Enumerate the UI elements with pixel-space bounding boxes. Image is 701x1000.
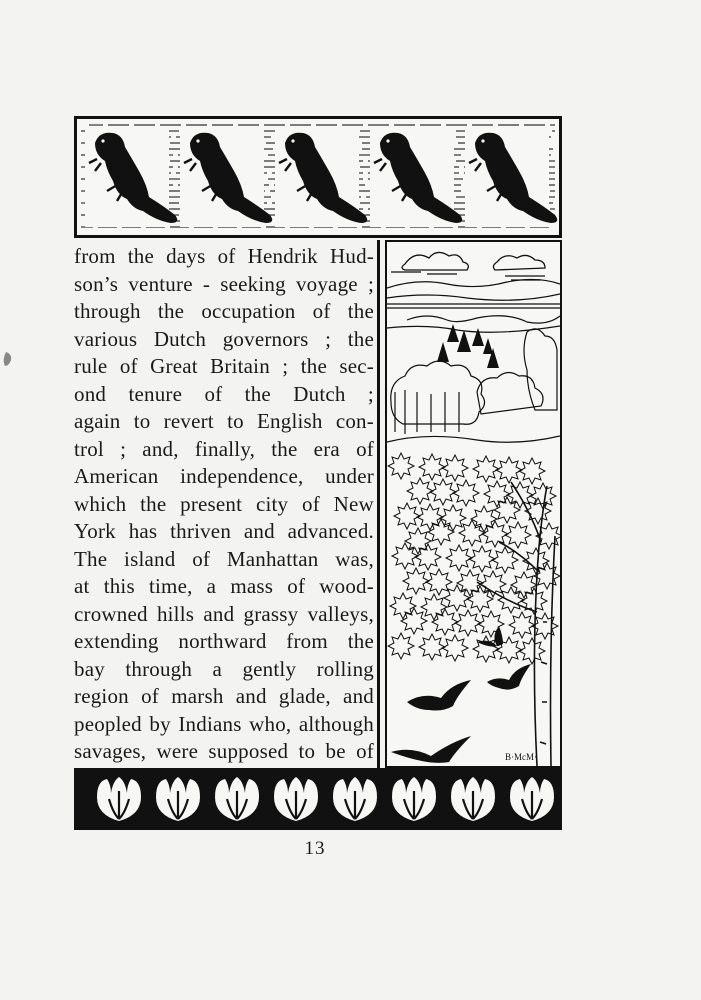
text-line: trol ; and, finally, the era of	[74, 436, 374, 461]
text-line: crowned hills and grassy valleys,	[74, 601, 374, 626]
text-line: region of marsh and glade, and	[74, 684, 374, 708]
maple-leaf	[430, 479, 456, 505]
maple-leaf	[519, 458, 545, 484]
beaver-border	[74, 116, 562, 238]
maple-leaf	[442, 455, 468, 481]
forest	[437, 324, 499, 368]
maple-leaf	[494, 497, 520, 523]
maple-leaf	[388, 453, 414, 479]
maple-leaf	[407, 478, 433, 504]
body-text	[74, 243, 374, 793]
maple-leaf	[459, 520, 485, 546]
maple-leaf	[492, 547, 518, 573]
distant-hills	[387, 279, 560, 332]
text-line: son’s venture - seeking voyage ;	[74, 271, 374, 296]
tulip-icon	[510, 777, 554, 821]
margin-speck	[2, 350, 14, 368]
tulip-icon	[451, 777, 495, 821]
maple-leaf	[390, 593, 416, 619]
maple-leaf	[453, 480, 479, 506]
maple-leaf	[496, 457, 522, 483]
maple-leaf	[446, 545, 472, 571]
maple-leaf	[498, 587, 524, 613]
maple-leaf	[484, 481, 510, 507]
text-line: again to revert to English con-	[74, 409, 374, 433]
maple-leaf	[455, 610, 481, 636]
text-line: ond tenure of the Dutch ;	[74, 381, 374, 406]
tulip-icon	[215, 777, 259, 821]
tulip-border-art	[77, 771, 559, 827]
maple-leaf	[480, 571, 506, 597]
maple-leaf	[442, 635, 468, 661]
maple-leaf	[428, 519, 454, 545]
beaver-icon	[465, 127, 557, 227]
text-line: extending northward from the	[74, 629, 374, 653]
maple-leaf	[415, 544, 441, 570]
maple-leaf	[519, 638, 545, 664]
maple-leaf	[509, 612, 535, 638]
maple-leaf	[530, 483, 556, 509]
maple-leaf	[505, 522, 531, 548]
text-line: at this time, a mass of wood-	[74, 574, 374, 598]
text-line: The island of Manhattan was,	[74, 546, 374, 571]
maple-leaf	[419, 634, 445, 660]
maple-leaf	[534, 563, 560, 589]
maple-leaf	[440, 505, 466, 531]
tulip-icon	[156, 777, 200, 821]
text-line: bay through a gently rolling	[74, 656, 374, 681]
maple-leaf	[469, 546, 495, 572]
tree-trunk	[477, 482, 555, 766]
text-line: peopled by Indians who, although	[74, 711, 374, 736]
maple-leaf	[392, 543, 418, 569]
beaver-icon	[180, 127, 272, 227]
text-line: various Dutch governors ; the	[74, 326, 374, 351]
maple-leaf	[444, 585, 470, 611]
maple-leaf	[482, 521, 508, 547]
tulip-icon	[97, 777, 141, 821]
maple-leaf	[426, 569, 452, 595]
maple-leaf	[521, 588, 547, 614]
text-line: rule of Great Britain ; the sec-	[74, 354, 374, 378]
text-line: which the present city of New	[74, 491, 374, 516]
landscape-art	[387, 242, 560, 766]
text-line: savages, were supposed to be of	[74, 739, 374, 763]
artist-signature: B·McM·	[505, 752, 537, 762]
maple-leaf	[419, 454, 445, 480]
maple-leaf	[532, 613, 558, 639]
tulip-icon	[392, 777, 436, 821]
text-line: through the occupation of the	[74, 299, 374, 323]
maple-leaf	[417, 504, 443, 530]
maple-leaf	[432, 609, 458, 635]
text-line: American independence, under	[74, 464, 374, 488]
maple-leaf	[394, 503, 420, 529]
page-number: 13	[304, 838, 326, 859]
tulip-icon	[274, 777, 318, 821]
landscape-illustration	[385, 240, 562, 768]
tulip-border	[74, 768, 562, 830]
maple-leaf	[401, 608, 427, 634]
column-divider	[377, 240, 380, 770]
maple-leaf	[467, 586, 493, 612]
beaver-icon	[275, 127, 367, 227]
maple-leaf	[388, 633, 414, 659]
maple-leaf	[473, 456, 499, 482]
text-line: York has thriven and advanced.	[74, 519, 374, 543]
maple-leaf	[403, 568, 429, 594]
beaver-icon	[370, 127, 462, 227]
beaver-icon	[85, 127, 177, 227]
clouds	[391, 252, 545, 280]
text-line: from the days of Hendrik Hud-	[74, 244, 374, 268]
maple-leaf	[525, 498, 551, 524]
tulip-icon	[333, 777, 377, 821]
beaver-border-art	[77, 119, 559, 235]
